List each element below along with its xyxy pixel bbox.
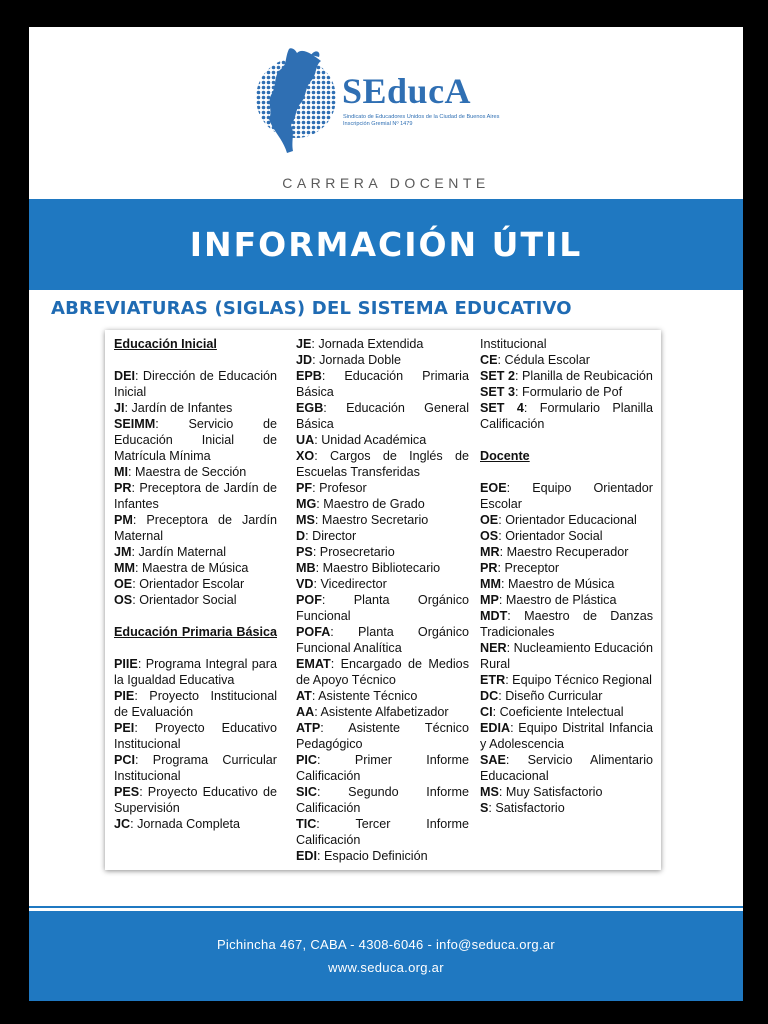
abbreviation-entry <box>296 688 469 704</box>
abbreviation-entry <box>480 704 653 720</box>
abbreviation-code: JI <box>114 401 125 415</box>
abbreviation-code: PIC <box>296 753 317 767</box>
abbreviation-entry <box>114 656 277 688</box>
column-3 <box>480 336 653 816</box>
abbreviation-description: : Jardín Maternal <box>131 545 226 559</box>
abbreviation-description: : Maestro de Grado <box>316 497 425 511</box>
abbreviation-entry <box>114 416 277 464</box>
abbreviation-description: : Programa Curricular Institucional <box>114 753 277 783</box>
heading-educacion-inicial: Educación Inicial <box>114 337 217 351</box>
abbreviation-code: PCI <box>114 753 135 767</box>
abbreviation-description: : Coeficiente Intelectual <box>492 705 624 719</box>
abbreviation-description: : Asistente Técnico Pedagógico <box>296 721 469 751</box>
abbreviation-entry <box>296 512 469 528</box>
abbreviation-code: PF <box>296 481 313 495</box>
abbreviation-entry <box>480 480 653 512</box>
abbreviation-entry <box>296 448 469 480</box>
heading-docente: Docente <box>480 449 530 463</box>
abbreviation-entry <box>114 784 277 816</box>
abbreviation-code: MS <box>480 785 499 799</box>
abbreviation-entry <box>480 368 653 384</box>
abbreviation-code: MB <box>296 561 316 575</box>
abbreviation-description: : Maestra de Música <box>134 561 249 575</box>
abbreviation-description: : Proyecto Educativo Institucional <box>114 721 277 751</box>
abbreviation-entry <box>480 352 653 368</box>
list-educacion-inicial <box>114 368 277 608</box>
abbreviation-code: CI <box>480 705 493 719</box>
abbreviation-description: : Nucleamiento Educación Rural <box>480 641 653 671</box>
abbreviation-entry <box>480 592 653 608</box>
abbreviation-code: JC <box>114 817 131 831</box>
abbreviation-description: : Servicio Alimentario Educacional <box>480 753 653 783</box>
abbreviation-entry <box>296 816 469 848</box>
abbreviation-entry <box>114 480 277 512</box>
abbreviation-description: : Orientador Educacional <box>498 513 637 527</box>
abbreviation-entry <box>296 592 469 624</box>
abbreviation-description: : Maestro de Plástica <box>498 593 617 607</box>
abbreviation-code: VD <box>296 577 314 591</box>
list-column-2 <box>296 336 469 864</box>
abbreviation-entry <box>480 688 653 704</box>
abbreviation-description: : Maestro Secretario <box>314 513 429 527</box>
abbreviation-entry <box>114 368 277 400</box>
abbreviation-code: AA <box>296 705 315 719</box>
abbreviation-code: ATP <box>296 721 321 735</box>
abbreviation-code: MG <box>296 497 317 511</box>
abbreviation-code: OE <box>480 513 499 527</box>
abbreviation-entry <box>480 640 653 672</box>
abbreviation-code: DC <box>480 689 499 703</box>
abbreviation-code: PEI <box>114 721 135 735</box>
abbreviation-description: : Planta Orgánico Funcional Analítica <box>296 625 469 655</box>
abbreviation-code: PR <box>480 561 498 575</box>
abbreviation-code: SEIMM <box>114 417 156 431</box>
abbreviation-code: PIIE <box>114 657 138 671</box>
logo-subtitle-line2: Inscripción Gremial Nº 1479 <box>343 121 413 127</box>
abbreviation-description: : Proyecto Institucional de Evaluación <box>114 689 277 719</box>
abbreviation-description: : Jornada Extendida <box>311 337 424 351</box>
logo-subtitle-line1: Sindicato de Educadores Unidos de la Ciudad de Buenos Aires <box>343 114 500 120</box>
footer-contact: Pichincha 467, CABA - 4308-6046 - info@seduca.org.ar <box>216 937 556 952</box>
abbreviation-code: MDT <box>480 609 508 623</box>
abbreviation-code: EDI <box>296 849 317 863</box>
abbreviation-code: SET 2 <box>480 369 515 383</box>
abbreviation-code: EGB <box>296 401 324 415</box>
abbreviation-entry <box>480 512 653 528</box>
abbreviation-entry <box>480 608 653 640</box>
abbreviation-description: : Vicedirector <box>313 577 387 591</box>
abbreviation-code: EOE <box>480 481 507 495</box>
abbreviation-entry <box>480 544 653 560</box>
abbreviation-description: : Satisfactorio <box>488 801 565 815</box>
abbreviation-description: : Jornada Completa <box>130 817 241 831</box>
logo-name: SEducA <box>342 71 472 111</box>
list-educacion-primaria <box>114 656 277 832</box>
abbreviation-description: : Planta Orgánico Funcional <box>296 593 469 623</box>
abbreviation-code: OS <box>114 593 133 607</box>
abbreviation-code: SET 4 <box>480 401 524 415</box>
abbreviation-description: : Maestro Recuperador <box>499 545 629 559</box>
abbreviation-entry <box>480 576 653 592</box>
abbreviation-entry <box>296 752 469 784</box>
column-2 <box>296 336 469 864</box>
abbreviation-description: : Segundo Informe Calificación <box>296 785 469 815</box>
title-banner <box>29 199 743 290</box>
abbreviation-entry <box>114 688 277 720</box>
abbreviation-code: ETR <box>480 673 506 687</box>
abbreviation-entry <box>296 560 469 576</box>
abbreviation-description: : Tercer Informe Calificación <box>296 817 469 847</box>
abbreviation-description: : Prosecretario <box>312 545 395 559</box>
list-docente <box>480 480 653 816</box>
abbreviation-description: : Espacio Definición <box>317 849 428 863</box>
footer-divider <box>29 906 743 908</box>
abbreviation-entry <box>296 528 469 544</box>
abbreviation-description: : Jornada Doble <box>312 353 402 367</box>
abbreviations-card <box>105 330 661 870</box>
globe-map-icon <box>251 35 346 160</box>
abbreviation-description: : Muy Satisfactorio <box>498 785 603 799</box>
abbreviation-entry <box>114 560 277 576</box>
abbreviation-description: : Asistente Alfabetizador <box>314 705 449 719</box>
abbreviation-entry <box>480 720 653 752</box>
abbreviation-entry <box>114 464 277 480</box>
footer <box>29 911 743 1001</box>
abbreviation-description: : Director <box>305 529 357 543</box>
abbreviation-description: : Programa Integral para la Igualdad Educativa <box>114 657 277 687</box>
abbreviation-description: : Jardín de Infantes <box>124 401 233 415</box>
abbreviation-description: : Asistente Técnico <box>311 689 418 703</box>
abbreviation-entry <box>296 848 469 864</box>
abbreviation-code: JE <box>296 337 312 351</box>
abbreviation-code: OS <box>480 529 499 543</box>
abbreviation-entry <box>114 752 277 784</box>
abbreviation-description: : Proyecto Educativo de Supervisión <box>114 785 277 815</box>
abbreviation-code: TIC <box>296 817 317 831</box>
abbreviation-description: : Encargado de Medios de Apoyo Técnico <box>296 657 469 687</box>
abbreviation-entry <box>296 784 469 816</box>
abbreviation-code: EDIA <box>480 721 511 735</box>
abbreviation-code: CE <box>480 353 498 367</box>
abbreviation-entry <box>480 560 653 576</box>
continuation-text: Institucional <box>480 337 547 351</box>
abbreviation-description: : Diseño Curricular <box>498 689 603 703</box>
abbreviation-code: MM <box>480 577 501 591</box>
abbreviation-description: : Profesor <box>312 481 367 495</box>
abbreviation-code: SET 3 <box>480 385 515 399</box>
abbreviation-description: : Preceptora de Jardín Maternal <box>114 513 277 543</box>
abbreviation-description: : Planilla de Reubicación <box>515 369 653 383</box>
abbreviation-code: EPB <box>296 369 322 383</box>
abbreviation-code: NER <box>480 641 507 655</box>
abbreviation-code: SAE <box>480 753 506 767</box>
abbreviation-description: : Orientador Escolar <box>132 577 245 591</box>
abbreviation-description: : Primer Informe Calificación <box>296 753 469 783</box>
abbreviation-description: : Cédula Escolar <box>497 353 590 367</box>
abbreviation-entry <box>114 544 277 560</box>
abbreviation-code: PM <box>114 513 133 527</box>
abbreviation-code: JM <box>114 545 132 559</box>
abbreviation-code: OE <box>114 577 133 591</box>
abbreviation-description: : Unidad Académica <box>314 433 427 447</box>
heading-educacion-primaria: Educación Primaria Básica <box>114 625 277 639</box>
abbreviation-entry <box>114 400 277 416</box>
abbreviation-code: PES <box>114 785 140 799</box>
abbreviation-description: : Dirección de Educación Inicial <box>114 369 277 399</box>
abbreviation-code: XO <box>296 449 315 463</box>
section-title: ABREVIATURAS (SIGLAS) DEL SISTEMA EDUCATIVO <box>51 298 572 319</box>
abbreviation-description: : Preceptora de Jardín de Infantes <box>114 481 277 511</box>
abbreviation-entry <box>480 672 653 688</box>
abbreviation-entry <box>480 752 653 784</box>
list-column-3-top <box>480 352 653 432</box>
column-1 <box>114 336 277 832</box>
abbreviation-description: : Orientador Social <box>498 529 603 543</box>
abbreviation-description: : Maestro Bibliotecario <box>315 561 441 575</box>
abbreviation-code: MS <box>296 513 315 527</box>
abbreviation-code: POF <box>296 593 322 607</box>
abbreviation-entry <box>296 720 469 752</box>
abbreviation-code: AT <box>296 689 312 703</box>
abbreviation-entry <box>296 496 469 512</box>
abbreviation-entry <box>114 816 277 832</box>
abbreviation-code: JD <box>296 353 313 367</box>
abbreviation-entry <box>296 368 469 400</box>
abbreviation-description: : Formulario de Pof <box>515 385 623 399</box>
abbreviation-entry <box>296 624 469 656</box>
abbreviation-description: : Maestra de Sección <box>128 465 247 479</box>
abbreviation-code: D <box>296 529 306 543</box>
abbreviation-description: : Maestro de Danzas Tradicionales <box>480 609 653 639</box>
abbreviation-code: SIC <box>296 785 317 799</box>
abbreviation-code: MR <box>480 545 500 559</box>
abbreviation-entry <box>296 352 469 368</box>
abbreviation-entry <box>296 704 469 720</box>
abbreviation-entry <box>296 656 469 688</box>
abbreviation-entry <box>114 512 277 544</box>
abbreviation-description: : Cargos de Inglés de Escuelas Transferidas <box>296 449 469 479</box>
abbreviation-code: UA <box>296 433 315 447</box>
abbreviation-description: : Formulario Planilla Calificación <box>480 401 653 431</box>
logo-subtitle <box>343 114 513 128</box>
abbreviation-entry <box>114 592 277 608</box>
footer-website[interactable]: www.seduca.org.ar <box>328 960 444 975</box>
abbreviation-entry <box>480 784 653 800</box>
abbreviation-code: DEI <box>114 369 135 383</box>
abbreviation-code: EMAT <box>296 657 331 671</box>
abbreviation-description: : Preceptor <box>497 561 560 575</box>
abbreviation-description: : Educación Primaria Básica <box>296 369 469 399</box>
abbreviation-entry <box>296 480 469 496</box>
abbreviation-code: MM <box>114 561 135 575</box>
abbreviation-entry <box>296 576 469 592</box>
abbreviation-entry <box>296 432 469 448</box>
abbreviation-entry <box>480 400 653 432</box>
abbreviation-code: PS <box>296 545 313 559</box>
abbreviation-code: PR <box>114 481 132 495</box>
abbreviation-entry <box>296 544 469 560</box>
abbreviation-entry <box>480 384 653 400</box>
career-label: CARRERA DOCENTE <box>282 175 490 191</box>
seduca-logo <box>251 35 521 160</box>
abbreviation-code: MP <box>480 593 499 607</box>
abbreviation-entry <box>114 720 277 752</box>
abbreviation-code: MI <box>114 465 128 479</box>
abbreviation-description: : Equipo Orientador Escolar <box>480 481 653 511</box>
abbreviation-description: : Educación General Básica <box>296 401 469 431</box>
abbreviation-description: : Servicio de Educación Inicial de Matrícula Mínima <box>114 417 277 463</box>
abbreviation-description: : Maestro de Música <box>500 577 615 591</box>
abbreviation-entry <box>296 400 469 432</box>
abbreviation-description: : Equipo Técnico Regional <box>505 673 652 687</box>
abbreviation-entry <box>296 336 469 352</box>
abbreviation-entry <box>480 528 653 544</box>
document-page <box>29 27 743 1001</box>
abbreviation-description: : Equipo Distrital Infancia y Adolescencia <box>480 721 653 751</box>
banner-title: INFORMACIÓN ÚTIL <box>189 225 583 264</box>
abbreviation-code: POFA <box>296 625 331 639</box>
abbreviation-entry <box>114 576 277 592</box>
abbreviation-code: PIE <box>114 689 135 703</box>
abbreviation-description: : Orientador Social <box>132 593 237 607</box>
abbreviation-code: S <box>480 801 489 815</box>
abbreviation-entry <box>480 800 653 816</box>
